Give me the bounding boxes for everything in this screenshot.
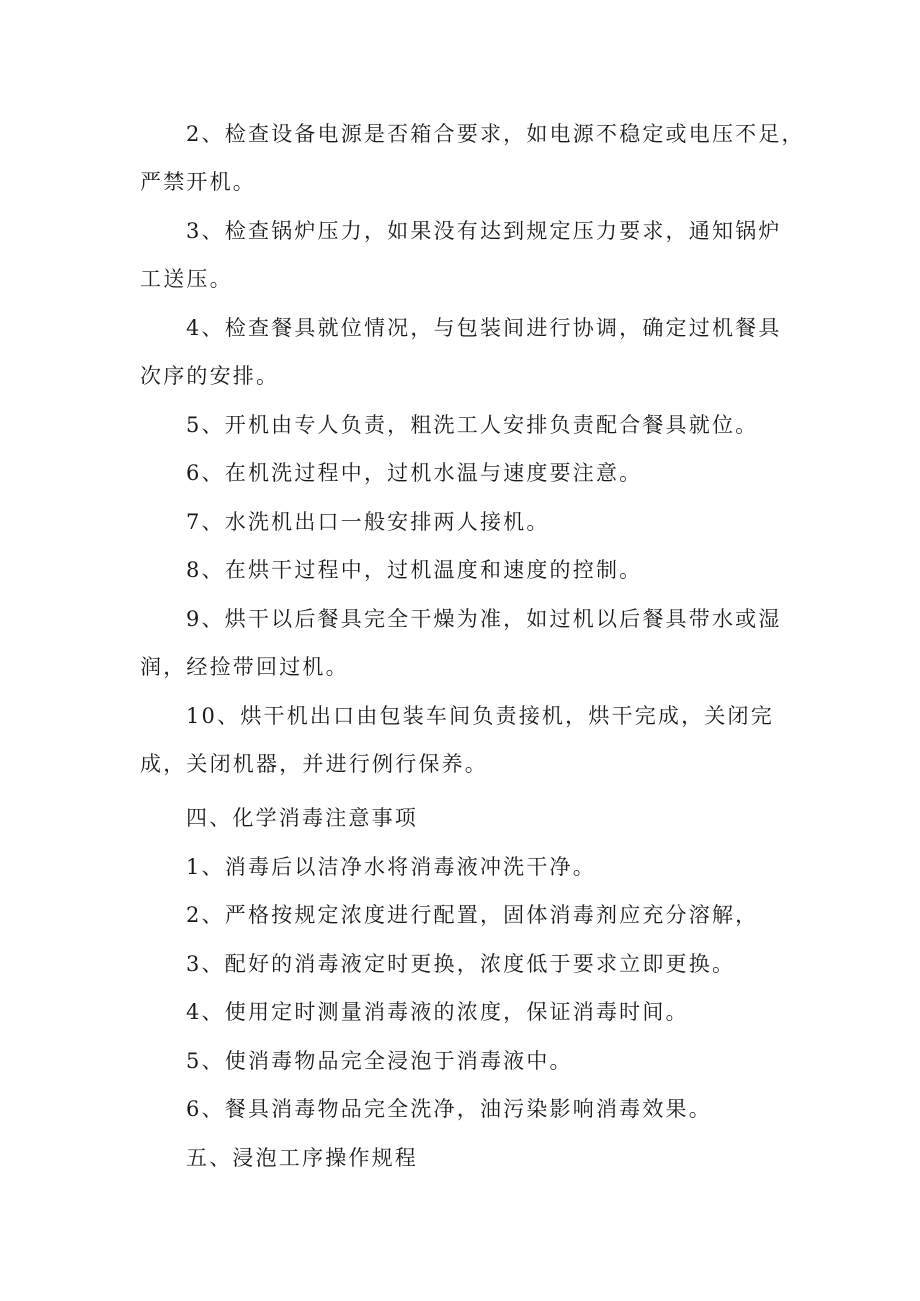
paragraph-line: 4、使用定时测量消毒液的浓度，保证消毒时间。 <box>186 1000 689 1024</box>
paragraph-line: 1、消毒后以洁净水将消毒液冲洗干净。 <box>186 855 596 879</box>
paragraph-line: 5、开机由专人负责，粗洗工人安排负责配合餐具就位。 <box>186 413 759 437</box>
paragraph-line: 3、检查锅炉压力，如果没有达到规定压力要求，通知锅炉 <box>186 219 782 243</box>
paragraph-line: 次序的安排。 <box>140 364 280 388</box>
paragraph-line: 严禁开机。 <box>140 170 256 194</box>
paragraph-line: 8、在烘干过程中，过机温度和速度的控制。 <box>186 558 643 582</box>
paragraph-line: 润，经捡带回过机。 <box>140 655 349 679</box>
paragraph-line: 2、检查设备电源是否箱合要求，如电源不稳定或电压不足， <box>186 122 805 146</box>
paragraph-line: 工送压。 <box>140 267 233 291</box>
paragraph-line: 4、检查餐具就位情况，与包装间进行协调，确定过机餐具 <box>186 316 782 340</box>
paragraph-line: 6、餐具消毒物品完全洗净，油污染影响消毒效果。 <box>186 1097 712 1121</box>
section-heading: 五、浸泡工序操作规程 <box>186 1146 418 1170</box>
section-heading: 四、化学消毒注意事项 <box>186 806 418 830</box>
paragraph-line: 7、水洗机出口一般安排两人接机。 <box>186 510 550 534</box>
paragraph-line: 成，关闭机器，并进行例行保养。 <box>140 752 488 776</box>
paragraph-line: 10、烘干机出口由包装车间负责接机，烘干完成，关闭完 <box>186 704 774 728</box>
paragraph-line: 9、烘干以后餐具完全干燥为准，如过机以后餐具带水或湿 <box>186 607 782 631</box>
paragraph-line: 5、使消毒物品完全浸泡于消毒液中。 <box>186 1049 573 1073</box>
paragraph-line: 2、严格按规定浓度进行配置，固体消毒剂应充分溶解， <box>186 903 759 927</box>
paragraph-line: 6、在机洗过程中，过机水温与速度要注意。 <box>186 461 643 485</box>
paragraph-line: 3、配好的消毒液定时更换，浓度低于要求立即更换。 <box>186 952 736 976</box>
